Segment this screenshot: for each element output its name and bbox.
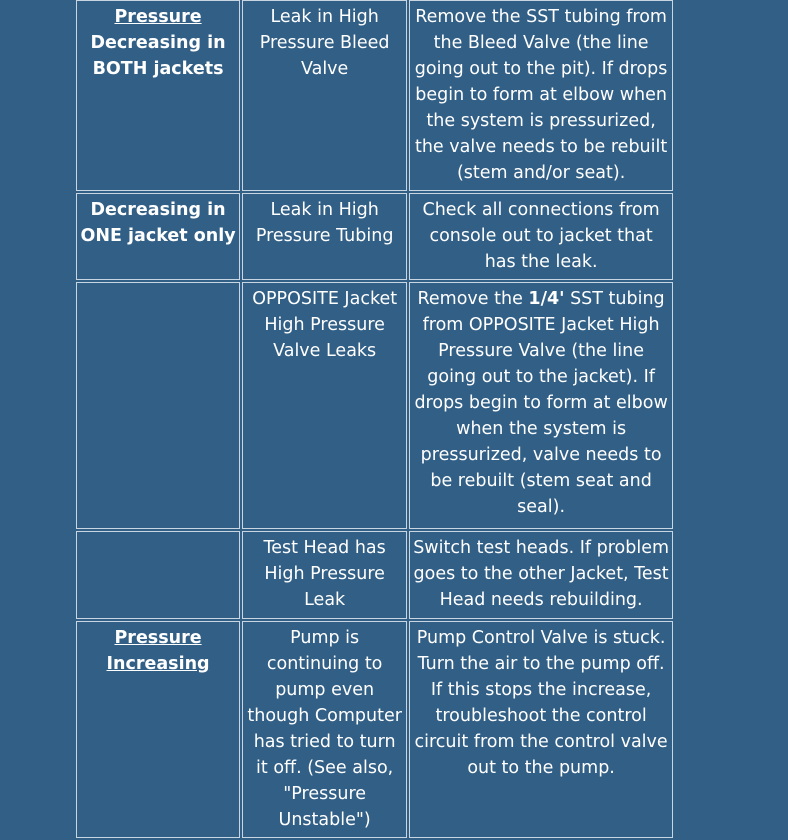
action-text-bold: 1/4' xyxy=(528,289,565,309)
cause-cell: Leak in High Pressure Tubing xyxy=(242,193,407,280)
troubleshooting-table-wrapper xyxy=(74,0,675,840)
action-cell: Check all connections from console out to jacket that has the leak. xyxy=(409,193,673,280)
condition-cell-empty xyxy=(76,531,240,619)
table-row xyxy=(76,282,673,529)
cause-cell: Test Head has High Pressure Leak xyxy=(242,531,407,619)
condition-underlined-text: Pressure Increasing xyxy=(106,628,210,674)
table-row xyxy=(76,0,673,191)
action-text-post: SST tubing from OPPOSITE Jacket High Pressure Valve (the line going out to the jacket). If drops begin to form at elbow when the system is pressurized, valve needs to be rebuilt (stem seat and seal). xyxy=(414,289,668,517)
condition-underlined-text: Pressure xyxy=(114,7,202,27)
table-row xyxy=(76,531,673,619)
action-cell: Remove the SST tubing from the Bleed Valve (the line going out to the pit). If drops begin to form at elbow when the system is pressurized, the valve needs to be rebuilt (stem and/or seat). xyxy=(409,0,673,191)
cause-cell: OPPOSITE Jacket High Pressure Valve Leaks xyxy=(242,282,407,529)
action-cell: Switch test heads. If problem goes to the other Jacket, Test Head needs rebuilding. xyxy=(409,531,673,619)
cause-cell: Pump is continuing to pump even though Computer has tried to turn it off. (See also, "Pressure Unstable") xyxy=(242,621,407,838)
table-row xyxy=(76,193,673,280)
action-text-pre: Remove the xyxy=(417,289,529,309)
action-cell xyxy=(409,282,673,529)
table-row xyxy=(76,621,673,838)
condition-cell xyxy=(76,621,240,838)
condition-text: Decreasing in ONE jacket only xyxy=(80,200,236,246)
condition-cell-empty xyxy=(76,282,240,529)
cause-cell: Leak in High Pressure Bleed Valve xyxy=(242,0,407,191)
condition-cell xyxy=(76,193,240,280)
action-cell: Pump Control Valve is stuck. Turn the air to the pump off. If this stops the increase, troubleshoot the control circuit from the control valve out to the pump. xyxy=(409,621,673,838)
condition-text: Decreasing in BOTH jackets xyxy=(90,33,226,79)
troubleshooting-table xyxy=(74,0,675,840)
condition-cell xyxy=(76,0,240,191)
